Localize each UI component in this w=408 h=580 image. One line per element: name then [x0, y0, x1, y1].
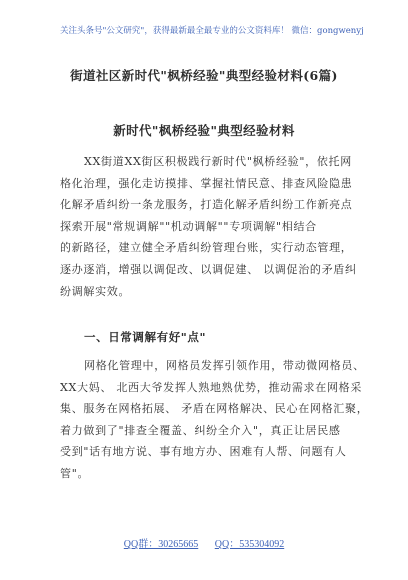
paragraph-line: 逐办逐消，增强以调促改、以调促建、 以调促治的矛盾纠	[60, 262, 357, 276]
paragraph-line: 探索开展"常规调解""机动调解""专项调解"相结合	[60, 219, 317, 233]
paragraph-line: XX大妈、 北西大爷发挥人熟地熟优势，推动需求在网格采	[60, 380, 363, 394]
document-title: 街道社区新时代"枫桥经验"典型经验材料(6篇)	[70, 68, 338, 83]
paragraph-line: XX街道XX街区积极践行新时代"枫桥经验"，依托网	[84, 155, 352, 168]
paragraph-line: 受到"话有地方说、事有地方办、困难有人帮、问题有人	[60, 445, 347, 459]
paragraph-line: 格化治理，强化走访摸排、掌握社情民意、排查风险隐患	[60, 176, 353, 190]
paragraph-line: 化解矛盾纠纷一条龙服务，打造化解矛盾纠纷工作新亮点	[60, 198, 353, 212]
paragraph-line: 集、服务在网格拓展、 矛盾在网格解决、民心在网格汇聚，	[60, 402, 369, 416]
qq-contact-link[interactable]: QQ：535304092	[214, 539, 285, 550]
paragraph-line: 管"。	[60, 466, 90, 480]
header-note: 关注头条号"公文研究"，获得最新最全最专业的公文资料库！ 微信：gongwenyj	[60, 26, 364, 36]
section-heading: 一、日常调解有好"点"	[84, 330, 207, 344]
paragraph-line: 的新路径，建立健全矛盾纠纷管理台账，实行动态管理，	[60, 241, 353, 255]
document-subtitle: 新时代"枫桥经验"典型经验材料	[113, 123, 295, 138]
paragraph-line: 纷调解实效。	[60, 284, 131, 298]
paragraph-line: 着力做到了"排查全覆盖、纠纷全介入"，真正让居民感	[60, 423, 341, 437]
paragraph-line: 网格化管理中，网格员发挥引领作用，带动微网格员、	[84, 359, 365, 372]
qq-group-link[interactable]: QQ群：30265665	[123, 539, 199, 550]
footer-contacts	[0, 535, 408, 550]
paragraph-2	[60, 355, 369, 485]
paragraph-1	[60, 151, 358, 302]
